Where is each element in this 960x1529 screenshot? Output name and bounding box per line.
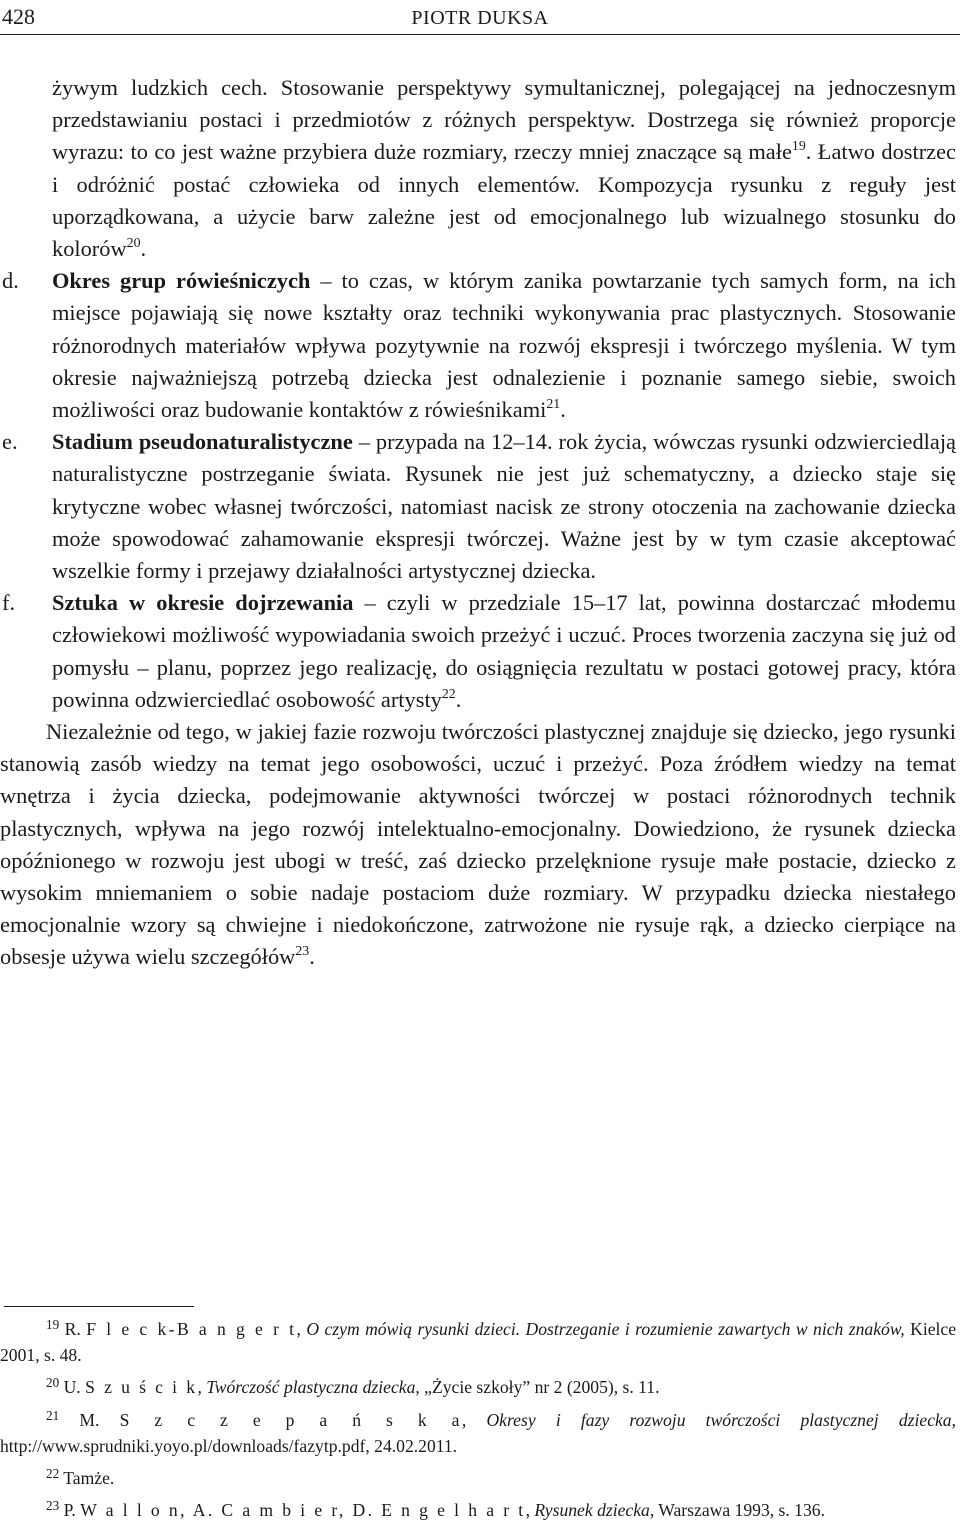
footnote-author: S z c z e p a ń s k a: [119, 1409, 462, 1430]
footnote: $^{23}$ P. W a l l o n, A. C a m b i e r, D. E n g e l h a r t, Rysunek dziecka, Warszawa 1993, s. 136.: [46, 1498, 825, 1521]
footnote-number: 23: [46, 1498, 60, 1514]
list-letter: f.: [2, 590, 16, 616]
footnote-title: O czym mówią rysunki dzieci. Dostrzeganie i rozumienie zawartych w nich znaków,: [306, 1319, 905, 1339]
list-letter: d.: [2, 268, 19, 294]
list-item-f: f. Sztuka w okresie dojrzewania – czyli w przedziale 15–17 lat, powinna dostarczać młodemu człowiekowi możliwość wypowiadania swoich przeżyć i uczuć. Proces tworzenia zaczyna się już od pomysłu – planu, poprzez jego realizację, do osiągnięcia rezultatu w postaci gotowej pracy, która powinna odzwierciedlać osobowość artysty$^{22}$.: [0, 587, 956, 716]
list-term: Okres grup rówieśniczych: [52, 268, 311, 294]
footnote: $^{19}$ R. F l e c k-B a n g e r t, O czym mówią rysunki dzieci. Dostrzeganie i rozumienie zawartych w nich znaków, Kielce 2001, s. 48.: [0, 1317, 957, 1366]
footnotes: [0, 1316, 956, 1529]
footnote-ref: 21: [546, 397, 561, 413]
footnote: $^{22}$ Tamże.: [46, 1466, 115, 1489]
continuation-paragraph: żywym ludzkich cech. Stosowanie perspektywy symultanicznej, polegającej na jednoczesnym przedstawianiu postaci i przedmiotów z różnych perspektyw. Dostrzega się również proporcje wyrazu: to co jest ważne przybiera duże rozmiary, rzeczy mniej znaczące są małe$^{19}$. Łatwo dostrzec i odróżnić postać człowieka od innych elementów. Kompozycja rysunku z reguły jest uporządkowana, a użycie barw zależne jest od emocjonalnego lub wizualnego stosunku do kolorów$^{20}$.: [52, 75, 956, 262]
running-title: PIOTR DUKSA: [411, 7, 549, 29]
footnote-ref: 22: [441, 686, 456, 702]
list-letter: e.: [2, 429, 18, 455]
footnote: $^{20}$ U. S z u ś c i k, Twórczość plastyczna dziecka, „Życie szkoły” nr 2 (2005), s. 11.: [46, 1375, 660, 1398]
footnote-title: Okresy i fazy rozwoju twórczości plastycznej dziecka: [486, 1409, 952, 1430]
footnote-author: F l e c k-B a n g e r t: [86, 1319, 297, 1339]
footnote-number: 20: [46, 1375, 60, 1391]
page-header: [0, 0, 960, 36]
header-rule: [0, 34, 960, 35]
list-term: Sztuka w okresie dojrzewania: [52, 590, 354, 616]
page-number: 428: [2, 4, 35, 29]
list-item-e: e. Stadium pseudonaturalistyczne – przypada na 12–14. rok życia, wówczas rysunki odzwierciedlają naturalistyczne postrzeganie świata. Rysunek nie jest już schematyczny, a dziecko staje się krytyczne wobec własnej twórczości, natomiast nacisk ze strony otoczenia na zachowanie dziecka może spowodować zahamowanie ekspresji twórczej. Ważne jest by w tym czasie akceptować wszelkie formy i przejawy działalności artystycznej dziecka.: [0, 426, 956, 587]
footnote-number: 21: [46, 1407, 60, 1423]
list-item-d: d. Okres grup rówieśniczych – to czas, w którym zanika powtarzanie tych samych form, na ich miejsce pojawiają się nowe kształty oraz techniki wykonywania prac plastycznych. Stosowanie różnorodnych materiałów wpływa pozytywnie na rozwój ekspresji i twórczego myślenia. W tym okresie najważniejszą potrzebą dziecka jest odnalezienie i poznanie samego siebie, swoich możliwości oraz budowanie kontaktów z rówieśnikami$^{21}$.: [0, 265, 956, 426]
footnote-ref: 20: [126, 236, 141, 251]
footnote-title: Twórczość plastyczna dziecka: [206, 1377, 416, 1398]
footnote-rule: [4, 1306, 194, 1307]
footnote-author: S z u ś c i k: [85, 1377, 198, 1398]
footnote-ref: 23: [295, 944, 310, 960]
main-text: [0, 72, 956, 974]
footnote-title: Rysunek dziecka: [534, 1500, 650, 1521]
footnote: $^{21}$ M. S z c z e p a ń s k a, Okresy i fazy rozwoju twórczości plastycznej dziecka, http://www.sprudniki.yoyo.pl/downloads/fazytp.pdf, 24.02.2011.: [0, 1407, 957, 1456]
footnote-number: 19: [46, 1317, 60, 1333]
body-paragraph: Niezależnie od tego, w jakiej fazie rozwoju twórczości plastycznej znajduje się dziecko, jego rysunki stanowią zasób wiedzy na temat jego osobowości, uczuć i przeżyć. Poza źródłem wiedzy na temat wnętrza i życia dziecka, podejmowanie aktywności twórczej w postaci różnorodnych technik plastycznych, wpływa na jego rozwój intelektualno-emocjonalny. Dowiedziono, że rysunek dziecka opóźnionego w rozwoju jest ubogi w treść, zaś dziecko przelęknione rysuje małe postacie, dziecko z wysokim mniemaniem o sobie nadaje postaciom duże rozmiary. W przypadku dziecka niestałego emocjonalnie wzory są chwiejne i niedokończone, zatrwożone nie rysuje rąk, a dziecko cierpiące na obsesje używa wielu szczegółów$^{23}$.: [0, 719, 956, 970]
footnote-ref: 19: [791, 139, 806, 155]
list-term: Stadium pseudonaturalistyczne: [52, 429, 353, 455]
footnote-author: W a l l o n, A. C a m b i e r, D. E n g e l h a r t: [80, 1500, 526, 1521]
footnote-number: 22: [46, 1466, 60, 1482]
